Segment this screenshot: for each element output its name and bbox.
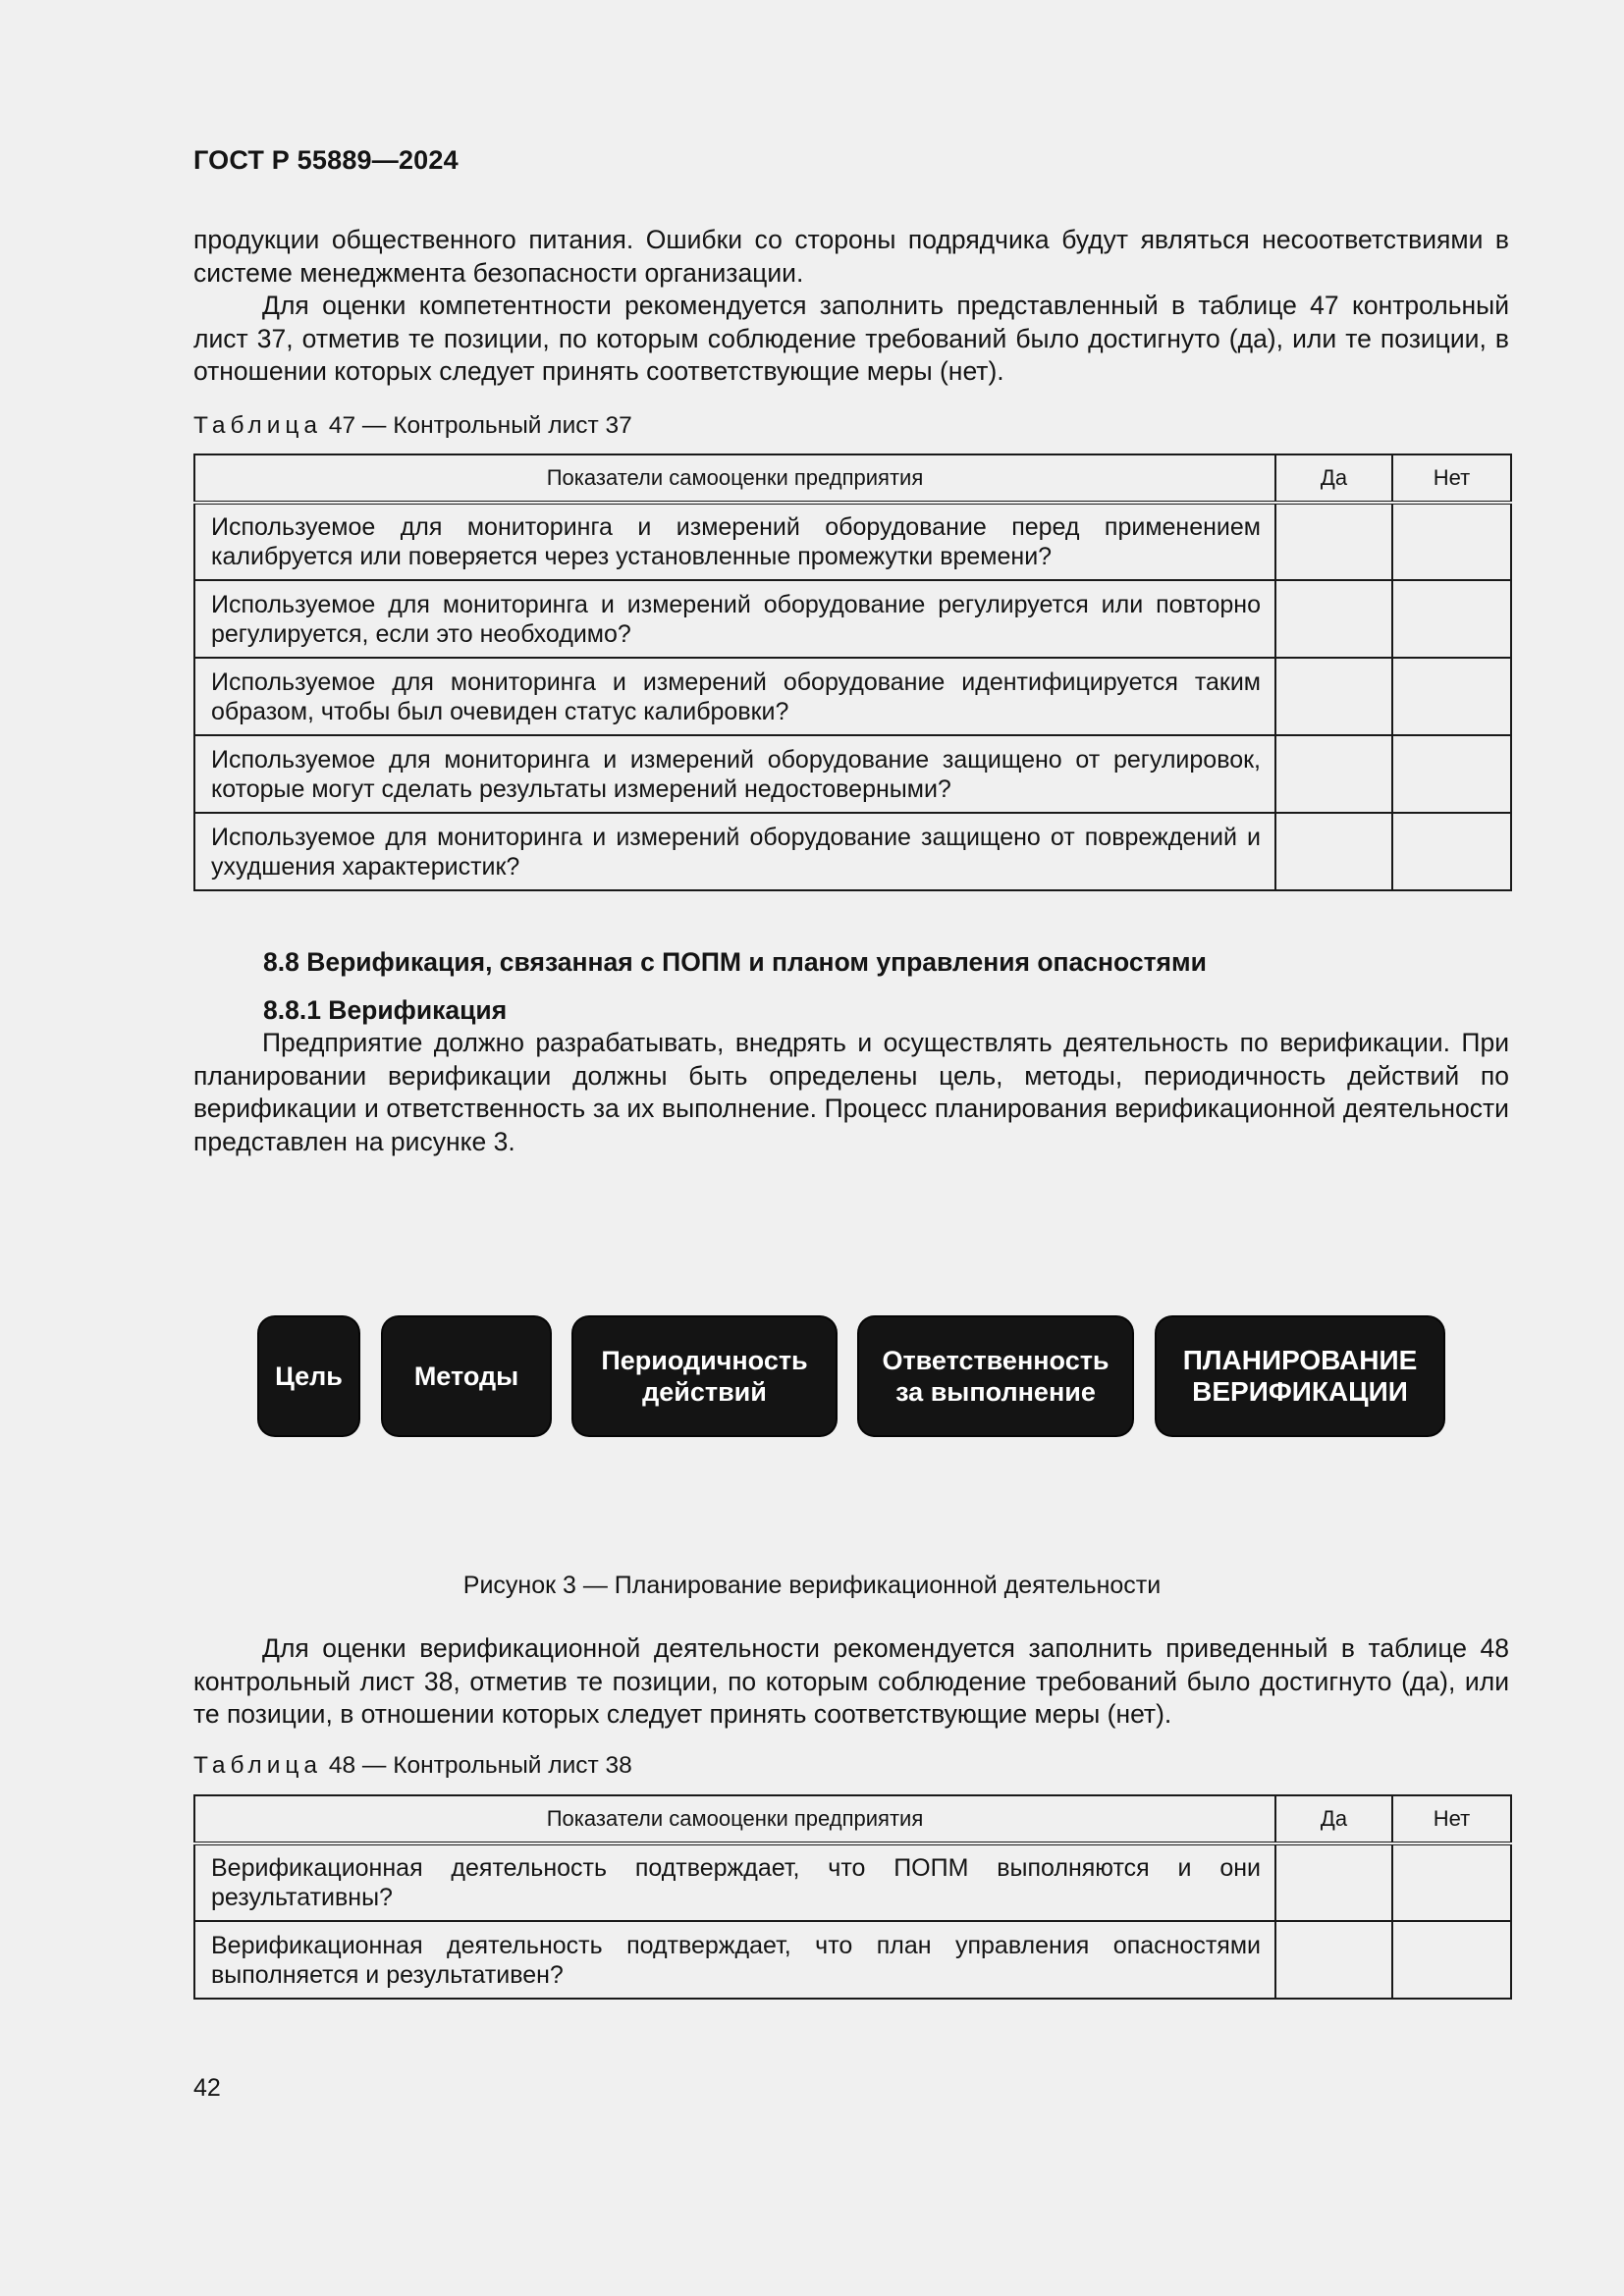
goal-box — [259, 1317, 358, 1435]
header-yes: Да — [1275, 1795, 1392, 1843]
figure-caption: Рисунок 3 — Планирование верификационной деятельности — [462, 1572, 1162, 1599]
table-48-caption — [193, 1752, 632, 1780]
yes-cell[interactable] — [1275, 813, 1392, 890]
table-row — [194, 813, 1511, 890]
row-question: Верификационная деятельность подтверждает, что ПОПМ выполняются и они результативны? — [194, 1843, 1275, 1921]
box-label: Методы — [413, 1362, 519, 1391]
no-cell[interactable] — [1392, 580, 1511, 658]
row-question: Используемое для мониторинга и измерений оборудование перед применением калибруется или поверяется через установленные промежутки времени? — [194, 503, 1275, 580]
yes-cell[interactable] — [1275, 503, 1392, 580]
frequency-box — [573, 1317, 836, 1435]
section-title: 8.8 Верификация, связанная с ПОПМ и планом управления опасностями — [263, 947, 1207, 977]
table-caption-title: 47 — Контрольный лист 37 — [328, 412, 632, 439]
box-label-line2: за выполнение — [895, 1377, 1096, 1407]
header-no: Нет — [1392, 454, 1511, 503]
after-figure-text — [193, 1632, 1509, 1732]
table-row — [194, 580, 1511, 658]
after-figure-paragraph: Для оценки верификационной деятельности рекомендуется заполнить приведенный в таблице 48 контрольный лист 38, отметив те позиции, по которым соблюдение требований было достигнуто (да), или те позиции, в отношении которых следует принять соответствующие меры (нет). — [193, 1633, 1509, 1729]
checklist-table-48 — [193, 1794, 1512, 2000]
box-label-line2: ВЕРИФИКАЦИИ — [1192, 1376, 1408, 1407]
no-cell[interactable] — [1392, 1921, 1511, 1999]
header-indicators: Показатели самооценки предприятия — [194, 1795, 1275, 1843]
section-paragraph: Предприятие должно разрабатывать, внедрять и осуществлять деятельность по верификации. При планировании верификации должны быть определены цель, методы, периодичность действий по верификации и ответственность за их выполнение. Процесс планирования верификационной деятельности представлен на рисунке 3. — [193, 1028, 1509, 1156]
row-question: Используемое для мониторинга и измерений оборудование защищено от регулировок, которые могут сделать результаты измерений недостоверными? — [194, 735, 1275, 813]
yes-cell[interactable] — [1275, 1921, 1392, 1999]
table-row — [194, 1921, 1511, 1999]
box-label-line1: Периодичность — [601, 1346, 808, 1375]
header-yes: Да — [1275, 454, 1392, 503]
row-question: Используемое для мониторинга и измерений оборудование идентифицируется таким образом, чтобы был очевиден статус калибровки? — [194, 658, 1275, 735]
yes-cell[interactable] — [1275, 1843, 1392, 1921]
subsection-title: 8.8.1 Верификация — [263, 995, 508, 1025]
table-header-row — [194, 454, 1511, 503]
box-label-line2: действий — [642, 1377, 767, 1407]
intro-paragraph-2: Для оценки компетентности рекомендуется заполнить представленный в таблице 47 контрольный лист 37, отметив те позиции, по которым соблюдение требований было достигнуто (да), или те позиции, в отношении которых следует принять соответствующие меры (нет). — [193, 291, 1509, 386]
row-question: Используемое для мониторинга и измерений оборудование защищено от повреждений и ухудшения характеристик? — [194, 813, 1275, 890]
header-indicators: Показатели самооценки предприятия — [194, 454, 1275, 503]
yes-cell[interactable] — [1275, 580, 1392, 658]
no-cell[interactable] — [1392, 1843, 1511, 1921]
no-cell[interactable] — [1392, 658, 1511, 735]
table-caption-label: Таблица — [193, 1752, 323, 1779]
box-label-line1: ПЛАНИРОВАНИЕ — [1182, 1345, 1418, 1375]
no-cell[interactable] — [1392, 735, 1511, 813]
page-number: 42 — [193, 2074, 221, 2102]
methods-box — [383, 1317, 550, 1435]
section-text — [193, 1027, 1509, 1158]
yes-cell[interactable] — [1275, 735, 1392, 813]
row-question: Верификационная деятельность подтверждает, что план управления опасностями выполняется и результативен? — [194, 1921, 1275, 1999]
table-caption-title: 48 — Контрольный лист 38 — [328, 1752, 632, 1779]
responsibility-box — [859, 1317, 1132, 1435]
table-caption-label: Таблица — [193, 412, 323, 439]
no-cell[interactable] — [1392, 813, 1511, 890]
table-row — [194, 1843, 1511, 1921]
box-label: Цель — [275, 1362, 343, 1391]
yes-cell[interactable] — [1275, 658, 1392, 735]
table-row — [194, 503, 1511, 580]
table-header-row — [194, 1795, 1511, 1843]
table-row — [194, 735, 1511, 813]
checklist-table-47 — [193, 454, 1512, 891]
table-47-caption — [193, 412, 632, 440]
row-question: Используемое для мониторинга и измерений оборудование регулируется или повторно регулируется, если это необходимо? — [194, 580, 1275, 658]
document-code: ГОСТ Р 55889—2024 — [193, 145, 459, 175]
table-row — [194, 658, 1511, 735]
no-cell[interactable] — [1392, 503, 1511, 580]
box-label-line1: Ответственность — [882, 1346, 1110, 1375]
intro-paragraph-1: продукции общественного питания. Ошибки со стороны подрядчика будут являться несоответствиями в системе менеджмента безопасности организации. — [193, 225, 1509, 288]
intro-text — [193, 224, 1509, 389]
header-no: Нет — [1392, 1795, 1511, 1843]
verification-planning-box — [1157, 1317, 1443, 1435]
